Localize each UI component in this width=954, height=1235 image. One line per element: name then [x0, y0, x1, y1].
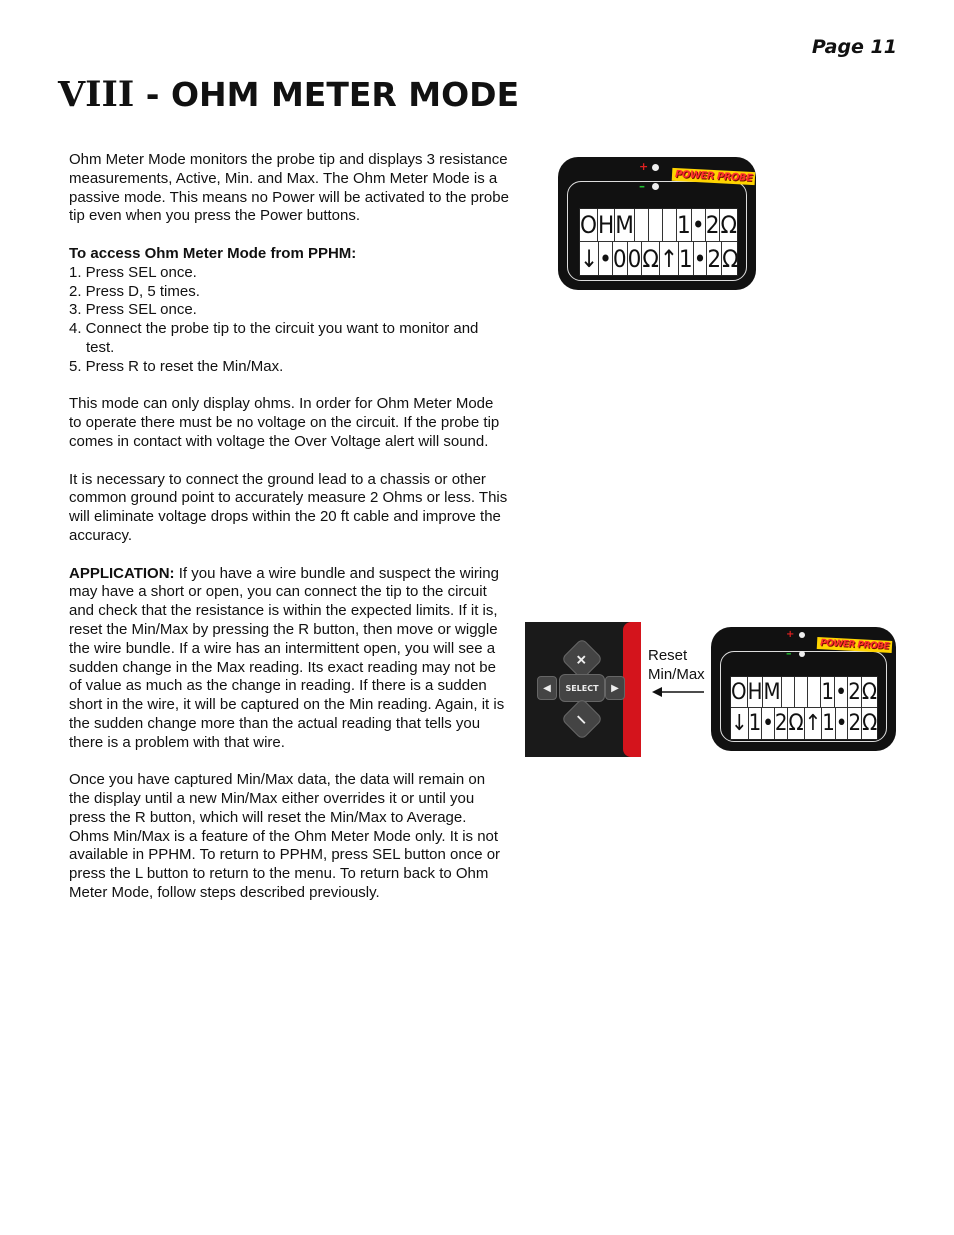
lcd-cell: O [731, 677, 748, 708]
step-item: 1. Press SEL once. [69, 263, 197, 281]
lcd-cell: ↓ [731, 708, 749, 739]
lcd-cell: Ω [722, 244, 739, 273]
lcd-cell: Ω [862, 677, 877, 708]
intro-paragraph: Ohm Meter Mode monitors the probe tip and displays 3 resistance measurements, Active, Min. and Max. The Ohm Meter Mode is a passive mode. This means no Power will be activated to the probe tip even when you press the Power buttons. [69, 151, 509, 225]
led-dot [799, 632, 805, 638]
lcd-cell: M [615, 209, 635, 242]
keypad-photo [525, 622, 641, 757]
lcd-cell: • [836, 708, 849, 739]
lcd-cell: ↓ [580, 242, 599, 275]
application-label: APPLICATION: [69, 564, 175, 582]
lcd-cell: 2 [775, 708, 789, 739]
lcd-cell: 1 [821, 677, 835, 708]
minus-button[interactable]: − [561, 698, 603, 740]
lcd-cell: 2 [706, 209, 721, 242]
lcd-cell [808, 677, 821, 708]
lcd-cell: Ω [862, 711, 878, 736]
steps-list [69, 264, 509, 377]
section-number: VIII [58, 74, 135, 115]
lcd-cell: • [762, 708, 775, 739]
led-dot [799, 651, 805, 657]
select-button[interactable]: SELECT [559, 674, 605, 702]
lcd-cell: • [694, 242, 708, 275]
plus-button[interactable]: + [561, 638, 603, 680]
lcd-cell: 2 [848, 677, 862, 708]
lcd-cell: H [748, 677, 764, 708]
left-button[interactable]: ◀ [537, 676, 557, 700]
application-text: If you have a wire bundle and suspect the wiring may have a short or open, you can connect the tip to the circuit and check that the resistance is within the expected limits. If it is, reset the Min/Max by pressing the R button, then move or wiggle the wire bundle. If a wire has an intermittent open, you will see a sudden change in the Max reading. Its exact reading may not be of value as much as the change in reading. If there is a sudden short in the wire, it will be captured on the Min reading. Again, it is the sudden change more than the actual reading that tells you there is a problem with that wire. [69, 564, 505, 751]
captured-paragraph: Once you have captured Min/Max data, the data will remain on the display until a new Min/Max either overrides it or until you press the R button, which will reset the Min/Max to Average. Ohms Min/Max is a feature of the Ohm Meter Mode only. It is not available in PPHM. To return to PPHM, press SEL button once or press the L button to return to the menu. To return back to Ohm Meter Mode, follow steps described previously. [69, 771, 501, 902]
lcd-cell: 1 [822, 708, 836, 739]
step-item: 5. Press R to reset the Min/Max. [69, 357, 284, 375]
step-item: 4. Connect the probe tip to the circuit you want to monitor and test. [69, 320, 479, 356]
lcd-cell: ↑ [660, 242, 679, 275]
body-text [69, 151, 509, 922]
lcd-cell [795, 677, 808, 708]
callout-line2: Min/Max [648, 666, 705, 683]
lcd-cell [635, 209, 649, 242]
minus-indicator: – [786, 647, 792, 660]
lcd-cell: 1 [677, 209, 692, 242]
steps-heading: To access Ohm Meter Mode from PPHM: [69, 244, 357, 262]
power-probe-logo: POWER PROBE [817, 637, 893, 653]
plus-indicator: + [639, 160, 649, 173]
device-display-bottom [711, 627, 896, 751]
lcd-cell: H [598, 209, 615, 242]
lcd-cell: ↑ [805, 708, 823, 739]
power-probe-logo: POWER PROBE [672, 168, 756, 185]
page-number: Page 11 [811, 36, 897, 58]
lcd-screen [730, 676, 878, 740]
lcd-cell: • [692, 209, 706, 242]
display-paragraph: This mode can only display ohms. In order for Ohm Meter Mode to operate there must be no voltage on the circuit. If the probe tip comes in contact with voltage the Over Voltage alert will sound. [69, 395, 500, 450]
lcd-cell: Ω [788, 708, 804, 739]
callout-arrow-icon [652, 686, 704, 698]
section-title-text: - OHM METER MODE [134, 75, 520, 114]
right-button[interactable]: ▶ [605, 676, 625, 700]
section-title [58, 74, 519, 115]
lcd-cell: 1 [749, 708, 763, 739]
lcd-cell: 2 [707, 242, 722, 275]
lcd-cell: O [580, 209, 598, 242]
lcd-cell: • [835, 677, 848, 708]
lcd-cell: 0 [613, 242, 628, 275]
lcd-cell: Ω [720, 209, 737, 242]
lcd-cell: 2 [848, 708, 862, 739]
lcd-cell: • [599, 242, 613, 275]
minus-indicator: – [639, 179, 645, 193]
ground-paragraph: It is necessary to connect the ground lead to a chassis or other common ground point to accurately measure 2 Ohms or less. This will eliminate voltage drops within the 20 ft cable and improve the accuracy. [69, 470, 508, 544]
step-item: 3. Press SEL once. [69, 301, 197, 319]
lcd-cell [782, 677, 795, 708]
application-paragraph [69, 565, 509, 753]
reset-callout [648, 646, 705, 684]
lcd-cell [649, 209, 663, 242]
lcd-screen [579, 208, 738, 276]
lcd-cell: M [763, 677, 781, 708]
lcd-cell: 1 [679, 242, 694, 275]
led-dot [652, 183, 659, 190]
lcd-cell: Ω [642, 242, 660, 275]
step-item: 2. Press D, 5 times. [69, 282, 200, 300]
plus-indicator: + [786, 629, 795, 640]
device-display-top [558, 157, 756, 290]
led-dot [652, 164, 659, 171]
lcd-cell: 0 [628, 242, 643, 275]
callout-line1: Reset [648, 647, 688, 664]
lcd-cell [663, 209, 677, 242]
